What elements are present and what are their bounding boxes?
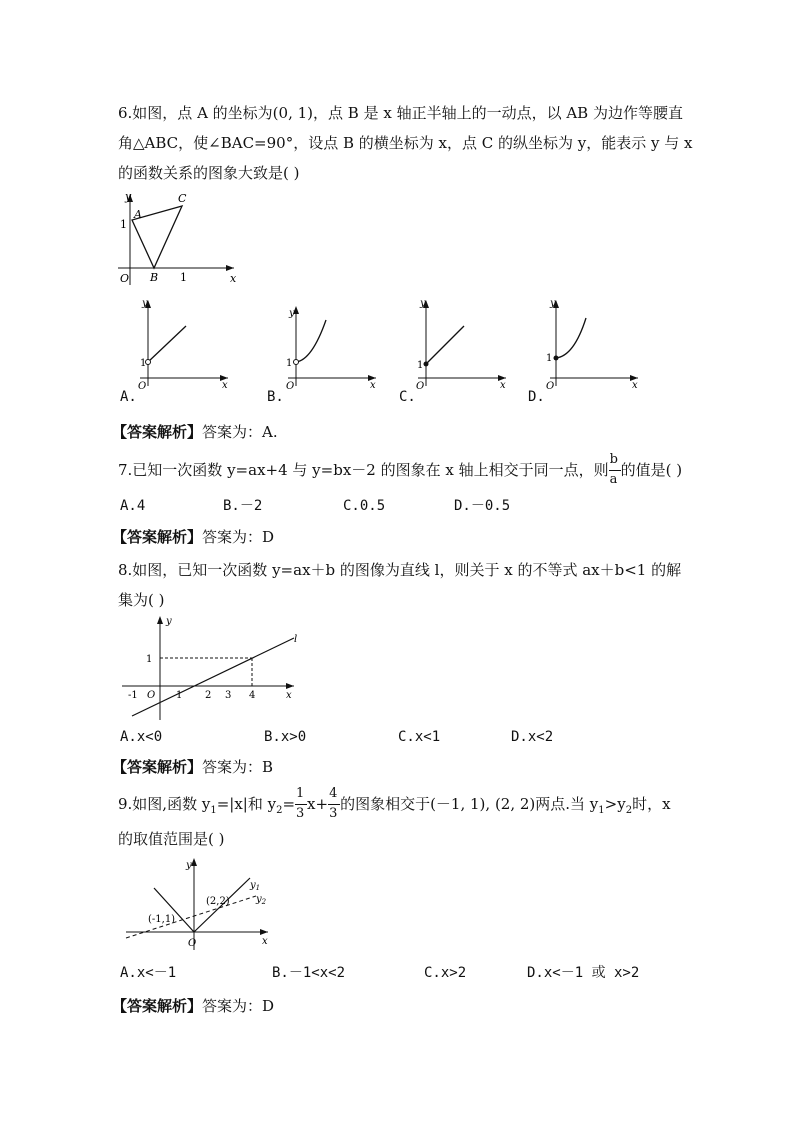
q9-option-d: D.x<－1 或 x>2 (527, 965, 640, 981)
q6-gc-one: 1 (417, 360, 424, 371)
q9-figure (124, 852, 284, 952)
q6-fig-origin: O (120, 272, 130, 285)
q8-option-b: B.x>0 (264, 729, 307, 745)
q7-answer-text: 答案为：D (202, 528, 275, 546)
q9-fig-y1: $y_1$ (250, 880, 261, 892)
q9-fig-origin: O (188, 938, 197, 949)
q6-ga-y: y (142, 298, 148, 309)
q7-line (118, 452, 683, 487)
q6-answer-text: 答案为：A. (202, 423, 278, 441)
q8-line-figure (118, 612, 303, 722)
q6-graph-c (408, 298, 508, 392)
q9-fig-x: x (262, 936, 268, 947)
q8-fig-l: l (294, 634, 298, 645)
q6-option-a: A. (120, 389, 137, 405)
q9-f1-den: 3 (296, 806, 305, 821)
q8-answer (112, 757, 273, 777)
q9-text-a: 9.如图,函数 y (118, 795, 211, 813)
q8-fig-tick-1: 1 (176, 690, 183, 701)
q7-fraction (609, 452, 621, 487)
q7-option-c: C.0.5 (343, 498, 386, 514)
q9-answer-text: 答案为：D (202, 997, 275, 1015)
q9-line1 (118, 786, 671, 821)
q6-gd-one: 1 (546, 353, 553, 364)
q9-sub1: 1 (210, 805, 217, 816)
q6-fig-point-c: C (178, 192, 187, 205)
q6-gb-o: O (286, 381, 295, 392)
q7-frac-den: a (609, 472, 618, 487)
q6-fig-point-b: B (150, 271, 159, 284)
q7-answer (112, 527, 274, 547)
q6-option-c: C. (399, 389, 416, 405)
q7-frac-num: b (609, 452, 618, 467)
q6-gd-x: x (632, 380, 638, 391)
q6-line1: 6.如图，点 A 的坐标为(0, 1)，点 B 是 x 轴正半轴上的一动点，以 AB 为边作等腰直 (118, 104, 683, 122)
q9-text-f: >y (604, 795, 626, 813)
q8-fig-origin: O (147, 690, 156, 701)
q8-option-d: D.x<2 (511, 729, 554, 745)
q9-option-b: B.－1<x<2 (272, 965, 346, 981)
q7-text-a: 7.已知一次函数 y=ax+4 与 y=bx－2 的图象在 x 轴上相交于同一点，则 (118, 461, 609, 479)
q6-gb-one: 1 (286, 358, 293, 369)
q8-line1: 8.如图，已知一次函数 y=ax＋b 的图像为直线 l，则关于 x 的不等式 ax＋b<1 的解 (118, 561, 682, 579)
q7-text-b: 的值是( ) (620, 461, 683, 479)
q6-fig-point-a: A (134, 208, 142, 221)
q6-gd-o: O (546, 381, 555, 392)
q8-fig-tick-4: 4 (249, 690, 256, 701)
q8-fig-tick-3: 3 (225, 690, 232, 701)
q9-line2: 的取值范围是( ) (118, 830, 225, 848)
q8-fig-tick-2: 2 (205, 690, 212, 701)
q9-answer-label: 【答案解析】 (112, 997, 203, 1015)
q9-text-c: = (282, 795, 296, 813)
q9-option-c: C.x>2 (424, 965, 467, 981)
q9-option-a: A.x<－1 (120, 965, 177, 981)
q7-option-d: D.－0.5 (454, 498, 511, 514)
q9-f1-num: 1 (296, 786, 305, 801)
q9-text-d: x+ (307, 795, 329, 813)
q6-fig-tick-x1: 1 (180, 271, 187, 284)
q6-fig-tick-y1: 1 (120, 218, 127, 231)
q8-fig-tick-y1: 1 (146, 654, 153, 665)
q8-fig-x: x (286, 690, 292, 701)
q8-fig-y: y (166, 616, 172, 627)
q7-option-b: B.－2 (223, 498, 263, 514)
q8-line2: 集为( ) (118, 591, 165, 609)
q9-text-b: =|x|和 y (216, 795, 277, 813)
q6-gc-y: y (420, 298, 426, 309)
q9-fraction-1 (295, 786, 307, 821)
q6-graph-a (130, 298, 230, 392)
q6-triangle-figure (112, 190, 242, 290)
q9-fig-point1: (-1,1) (148, 914, 176, 925)
q9-sub2: 2 (276, 805, 283, 816)
q8-answer-text: 答案为：B (202, 758, 274, 776)
q9-fig-y: y (186, 860, 192, 871)
q6-fig-y-label: y (125, 190, 132, 203)
q9-sub4: 2 (625, 805, 633, 816)
q7-answer-label: 【答案解析】 (112, 528, 203, 546)
q6-option-d: D. (528, 389, 545, 405)
q9-text-g: 时，x (632, 795, 671, 813)
q9-fig-point2: (2,2) (206, 896, 230, 907)
q6-gc-x: x (500, 380, 506, 391)
q9-answer (112, 996, 274, 1016)
q6-fig-x-label: x (230, 272, 237, 285)
q8-option-c: C.x<1 (398, 729, 441, 745)
q9-f2-num: 4 (329, 786, 338, 801)
q6-answer-label: 【答案解析】 (112, 423, 203, 441)
q9-fraction-2 (328, 786, 340, 821)
q7-option-a: A.4 (120, 498, 146, 514)
q6-answer (112, 422, 278, 442)
q6-gc-o: O (416, 381, 425, 392)
q6-ga-x: x (222, 380, 228, 391)
q6-graph-d (540, 298, 640, 392)
q8-option-a: A.x<0 (120, 729, 163, 745)
q6-line2: 角△ABC，使∠BAC=90°，设点 B 的横坐标为 x，点 C 的纵坐标为 y，能表示 y 与 x (118, 134, 693, 152)
q9-text-e: 的图象相交于(－1, 1), (2, 2)两点.当 y (340, 795, 599, 813)
q6-option-b: B. (267, 389, 284, 405)
q6-ga-o: O (138, 381, 147, 392)
q6-gd-y: y (550, 298, 556, 309)
q9-f2-den: 3 (329, 806, 338, 821)
q9-fig-y2: $y_2$ (256, 894, 267, 906)
q6-ga-one: 1 (140, 358, 147, 369)
q6-gb-x: x (370, 380, 376, 391)
q6-line3: 的函数关系的图象大致是( ) (118, 164, 300, 182)
q9-sub3: 1 (598, 805, 605, 816)
q8-fig-tick-neg1: -1 (128, 690, 138, 701)
q6-gb-y: y (289, 308, 295, 319)
q8-answer-label: 【答案解析】 (112, 758, 203, 776)
q6-graph-b (278, 298, 378, 392)
